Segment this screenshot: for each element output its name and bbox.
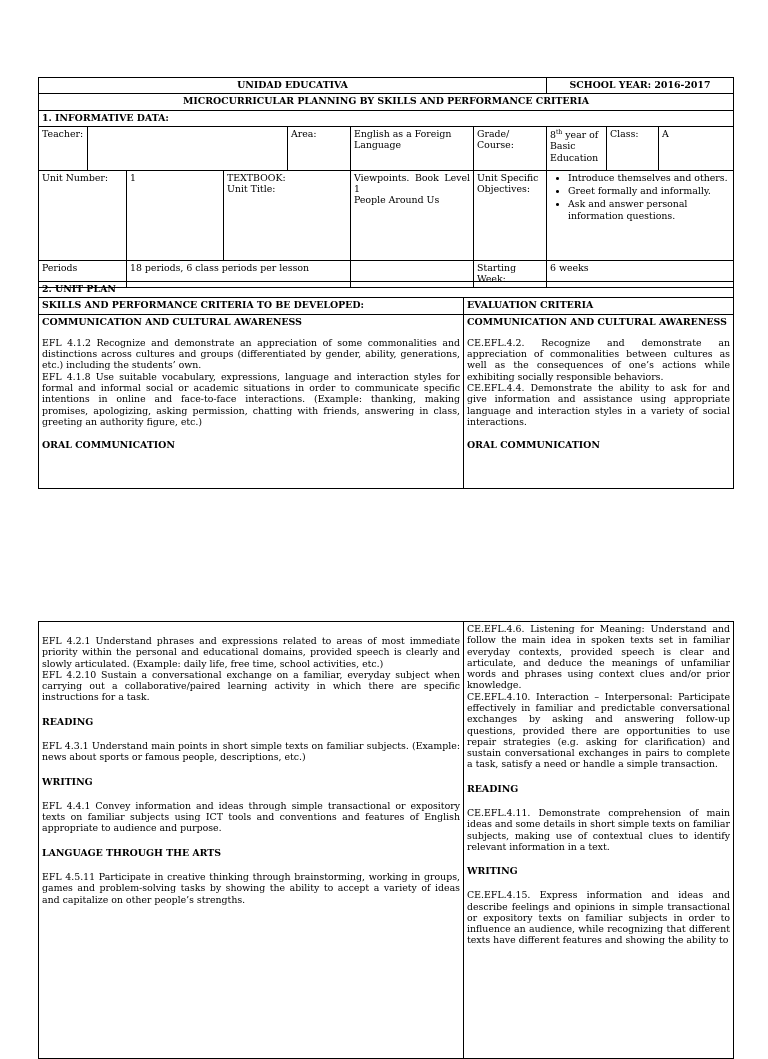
textbook-value-cell <box>351 170 474 260</box>
skills-header: SKILLS AND PERFORMANCE CRITERIA TO BE DEVELOPED: <box>39 298 464 314</box>
skills-heading-oral: ORAL COMMUNICATION <box>42 440 175 452</box>
eval-ce-efl-4-11: CE.EFL.4.11. Demonstrate comprehension of main ideas and some details in short simple texts on familiar subjects, making use of contextual clues to identify relevant information in a text. <box>467 807 730 853</box>
objectives-list <box>550 173 730 222</box>
eval-ce-efl-4-4: CE.EFL.4.4. Demonstrate the ability to ask for and give information and assistance using appropriate language and interaction styles in a variety of social interactions. <box>467 382 730 428</box>
unit-title-label: Unit Title: <box>227 184 276 196</box>
periods-value: 18 periods, 6 class periods per lesson <box>127 260 351 288</box>
objective-item: • Greet formally and informally. <box>568 186 730 197</box>
skill-efl-4-2-1: EFL 4.2.1 Understand phrases and expressions related to areas of most immediate priority within the personal and educational domains, provided speech is clearly and slowly articulated. (Example: daily life, free time, school activities, etc.) <box>42 636 460 670</box>
skill-efl-4-3-1: EFL 4.3.1 Understand main points in short simple texts on familiar subjects. (Example: news about sports or famous people, descriptions, etc.) <box>42 740 460 764</box>
skills-heading-communication: COMMUNICATION AND CULTURAL AWARENESS <box>42 316 302 328</box>
page2-table <box>38 621 734 1059</box>
grade-suffix: th <box>555 128 563 136</box>
eval-ce-efl-4-6: CE.EFL.4.6. Listening for Meaning: Understand and follow the main idea in spoken texts set in familiar everyday contexts, provided speech is clear and articulate, and deduce the meanings of unfamiliar words and phrases using context clues and/or prior knowledge. <box>467 624 730 692</box>
periods-label: Periods <box>39 260 127 288</box>
evaluation-header: EVALUATION CRITERIA <box>464 298 734 314</box>
grade-number: 8 <box>550 129 556 141</box>
unit-title-value: People Around Us <box>354 195 440 207</box>
unit-plan-section-title: 2. UNIT PLAN <box>39 282 734 298</box>
skill-efl-4-2-10: EFL 4.2.10 Sustain a conversational exchange on a familiar, everyday subject when carrying out a collaborative/paired learning activity in which there are specific instructions for a task. <box>42 669 460 704</box>
informative-data-table <box>38 77 734 288</box>
textbook-cell <box>224 170 351 260</box>
page2-skills-cell <box>39 622 464 1059</box>
area-label: Area: <box>288 126 351 170</box>
skills-heading-reading: READING <box>42 716 94 728</box>
class-label: Class: <box>607 126 659 170</box>
eval-heading-communication: COMMUNICATION AND CULTURAL AWARENESS <box>467 316 727 328</box>
unit-plan-table <box>38 281 734 489</box>
skills-cell <box>39 314 464 488</box>
objectives-cell <box>547 170 734 260</box>
textbook-value: Viewpoints. Book Level 1 <box>354 172 470 196</box>
class-value: A <box>659 126 734 170</box>
grade-label: Grade/ Course: <box>474 126 547 170</box>
unit-number-value: 1 <box>130 172 136 184</box>
skills-heading-writing: WRITING <box>42 776 93 788</box>
starting-week-label: Starting Week: <box>474 260 547 288</box>
eval-heading-writing: WRITING <box>467 866 518 878</box>
teacher-label: Teacher: <box>39 126 88 170</box>
objectives-label: Unit Specific Objectives: <box>474 170 547 260</box>
eval-heading-reading: READING <box>467 783 519 795</box>
grade-value <box>547 126 607 170</box>
page2-evaluation-cell <box>464 622 734 1059</box>
objective-item: • Ask and answer personal information questions. <box>568 199 730 222</box>
eval-ce-efl-4-2: CE.EFL.4.2. Recognize and demonstrate an appreciation of commonalities between cultures as well as the consequences of one’s actions while exhibiting socially responsible behaviors. <box>467 337 730 383</box>
eval-ce-efl-4-15: CE.EFL.4.15. Express information and ideas and describe feelings and opinions in simple transactional or expository texts on familiar subjects in order to influence an audience, while recognizing that different texts have different features and showing the ability to <box>467 890 730 947</box>
skill-efl-4-1-8: EFL 4.1.8 Use suitable vocabulary, expressions, language and interaction styles for formal and informal social or academic situations in order to communicate specific intentions in online and face-to-face interactions. (Example: thanking, making promises, apologizing, asking permission, chatting with friends, answering in class, greeting an authority figure, etc.) <box>42 371 460 428</box>
grade-text: year of Basic Education <box>550 129 599 164</box>
school-year: SCHOOL YEAR: 2016-2017 <box>547 78 734 94</box>
skill-efl-4-4-1: EFL 4.4.1 Convey information and ideas through simple transactional or expository texts on familiar subjects using ICT tools and conventions and features of English appropriate to audience and purpose. <box>42 800 460 835</box>
area-value: English as a Foreign Language <box>351 126 474 170</box>
informative-section-title: 1. INFORMATIVE DATA: <box>39 110 734 126</box>
starting-week-value: 6 weeks <box>547 260 734 288</box>
skill-efl-4-5-11: EFL 4.5.11 Participate in creative thinking through brainstorming, working in groups, games and problem-solving tasks by showing the ability to accept a variety of ideas and capitalize on other people’s strengths. <box>42 871 460 906</box>
eval-ce-efl-4-10: CE.EFL.4.10. Interaction – Interpersonal: Participate effectively in familiar and predictable conversational exchanges by asking and answering follow-up questions, provided there are opportunities to use repair strategies (e.g. asking for clarification) and sustain conversational exchanges in pairs to complete a task, satisfy a need or handle a simple transaction. <box>467 691 730 771</box>
unit-number-cell <box>127 170 224 260</box>
unit-number-label: Unit Number: <box>39 170 127 260</box>
document-title: MICROCURRICULAR PLANNING BY SKILLS AND PERFORMANCE CRITERIA <box>39 94 734 110</box>
school-name: UNIDAD EDUCATIVA <box>39 78 547 94</box>
skills-heading-arts: LANGUAGE THROUGH THE ARTS <box>42 847 222 859</box>
skill-efl-4-1-2: EFL 4.1.2 Recognize and demonstrate an appreciation of some commonalities and distinctions across cultures and groups (differentiated by gender, ability, generations, etc.) including the students’ own. <box>42 337 460 372</box>
eval-heading-oral: ORAL COMMUNICATION <box>467 440 600 452</box>
evaluation-cell <box>464 314 734 488</box>
objective-item: • Introduce themselves and others. <box>568 173 730 184</box>
textbook-label: TEXTBOOK: <box>227 172 286 184</box>
teacher-value <box>88 126 288 170</box>
